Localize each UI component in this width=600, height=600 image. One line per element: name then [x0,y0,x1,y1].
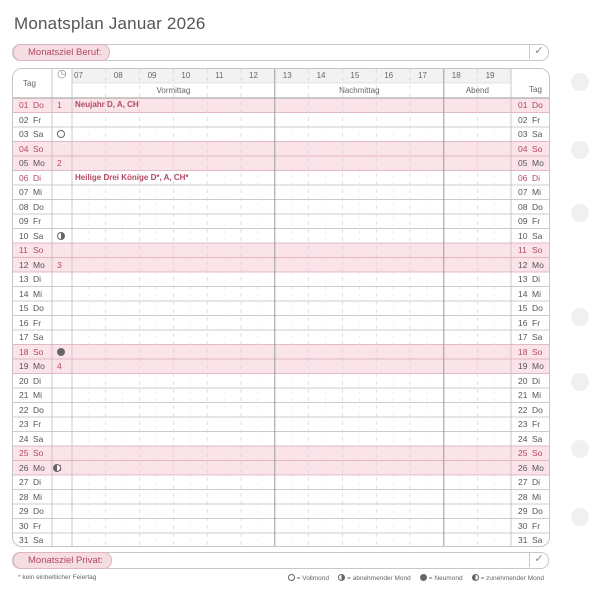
day-date-right: 18 [518,346,528,357]
day-weekday: So [33,143,44,154]
day-weekday-right: Mo [532,462,544,473]
day-date: 15 [19,303,29,313]
row-highlight [13,461,549,476]
day-date: 01 [19,100,29,110]
day-weekday-right: Fr [532,520,541,531]
row-highlight [13,243,549,258]
day-date-right: 16 [518,317,528,328]
day-date: 04 [19,143,29,154]
tag-label: Tag [23,79,36,88]
week-number: 4 [57,361,62,371]
day-weekday: Do [33,201,44,212]
hour-label: 19 [485,71,495,80]
day-weekday-right: Do [532,201,543,212]
day-weekday: So [33,245,44,255]
day-date: 05 [19,158,29,168]
day-date-right: 22 [518,404,528,415]
day-weekday: Sa [33,129,44,139]
day-date-right: 10 [518,230,528,241]
day-weekday: So [33,346,44,357]
day-weekday-right: Mi [532,491,541,502]
day-weekday: Fr [33,520,42,531]
goal-work-check-icon[interactable]: ✓ [529,44,548,59]
day-weekday-right: Fr [532,317,541,328]
day-date: 13 [19,274,29,284]
day-date: 20 [19,375,29,386]
binder-hole [571,508,589,526]
day-weekday-right: Do [532,404,543,415]
day-weekday: So [33,448,44,458]
day-date-right: 27 [518,477,528,487]
legend-label: = Neumond [428,575,463,582]
legend-item [420,575,463,582]
day-date: 31 [19,535,29,545]
day-weekday: Di [33,274,42,284]
new-moon-icon [57,348,65,356]
day-weekday-right: So [532,448,543,458]
day-weekday: Di [33,172,42,183]
day-weekday-right: Mo [532,361,544,371]
footnote: * kein einheitlicher Feiertag [18,574,97,581]
holiday-label: Heilige Drei Könige D*, A, CH* [75,172,189,182]
day-weekday-right: So [532,143,543,154]
day-date-right: 07 [518,187,528,197]
day-date: 11 [19,245,28,255]
day-date-right: 08 [518,201,528,212]
day-weekday-right: Sa [532,332,543,342]
hour-label: 10 [181,71,191,80]
calendar-grid [13,69,549,546]
day-date: 07 [19,187,29,197]
hour-label: 16 [384,71,394,80]
day-weekday-right: Fr [532,419,541,429]
day-weekday-right: Mi [532,187,541,197]
day-date: 28 [19,491,29,502]
binder-hole [571,373,589,391]
day-weekday: Mo [33,361,45,371]
row-highlight [13,156,549,171]
hour-label: 15 [350,71,360,80]
day-weekday-right: Di [532,375,541,386]
day-date-right: 11 [518,245,527,255]
binder-hole [571,308,589,326]
day-weekday: Fr [33,419,42,429]
hour-label: 07 [74,71,83,80]
day-weekday: Di [33,375,42,386]
day-weekday-right: Do [532,100,543,110]
day-date: 14 [19,288,29,299]
day-date-right: 17 [518,332,528,342]
day-weekday-right: Sa [532,129,543,139]
day-weekday-right: Sa [532,433,543,444]
binder-hole [571,204,589,222]
binder-hole [571,141,589,159]
row-highlight [13,446,549,461]
day-weekday-right: Sa [532,535,543,545]
day-date: 30 [19,520,29,531]
hour-label: 14 [316,71,326,80]
day-weekday-right: Mo [532,259,544,270]
section-label: Vormittag [156,86,191,95]
day-date: 21 [19,390,29,400]
day-date-right: 25 [518,448,528,458]
day-date-right: 20 [518,375,528,386]
day-weekday: Fr [33,317,42,328]
week-number: 2 [57,158,62,168]
day-weekday-right: Fr [532,216,541,226]
day-date: 25 [19,448,29,458]
day-date-right: 13 [518,274,528,284]
hour-label: 11 [215,71,224,80]
day-weekday-right: Di [532,274,541,284]
day-weekday-right: Mi [532,288,541,299]
day-date: 09 [19,216,29,226]
day-weekday-right: Fr [532,114,541,125]
binder-hole [571,73,589,91]
day-date: 27 [19,477,29,487]
day-weekday-right: Di [532,477,541,487]
day-weekday-right: Sa [532,230,543,241]
section-label: Nachmittag [339,86,380,95]
day-weekday: Sa [33,535,44,545]
day-date: 10 [19,230,29,241]
day-date: 22 [19,404,29,415]
day-weekday-right: So [532,346,543,357]
day-weekday-right: Di [532,172,541,183]
month-calendar [12,68,550,547]
hour-label: 08 [113,71,123,80]
week-number: 3 [57,259,62,270]
day-date-right: 19 [518,361,528,371]
day-weekday-right: Do [532,303,543,313]
day-date: 19 [19,361,29,371]
new-moon-icon [420,574,427,581]
week-number: 1 [57,100,62,110]
goal-private-field[interactable] [12,552,549,569]
waning-moon-icon [338,574,345,581]
goal-private-label: Monatsziel Privat: [13,552,112,569]
day-date-right: 30 [518,520,528,531]
goal-private-check-icon[interactable]: ✓ [529,552,548,567]
day-date: 03 [19,129,29,139]
day-date: 06 [19,172,29,183]
legend-label: = abnehmender Mond [347,575,411,582]
day-date-right: 12 [518,259,528,270]
binder-hole [571,440,589,458]
waxing-moon-icon [53,464,61,472]
holiday-label: Neujahr D, A, CH [75,100,139,109]
day-date-right: 28 [518,491,528,502]
hour-label: 09 [147,71,157,80]
day-weekday: Sa [33,433,44,444]
day-date-right: 21 [518,390,528,400]
waning-moon-icon [57,232,65,240]
day-date: 08 [19,201,29,212]
goal-work-label: Monatsziel Beruf: [13,44,110,61]
hour-label: 17 [418,71,427,80]
day-weekday-right: So [532,245,543,255]
row-highlight [13,345,549,360]
hour-label: 12 [249,71,258,80]
day-date-right: 23 [518,419,528,429]
day-weekday: Di [33,477,42,487]
day-weekday: Mo [33,462,45,473]
legend-label: = Vollmond [296,575,329,582]
day-date: 29 [19,506,29,516]
day-date-right: 03 [518,129,528,139]
day-weekday: Mo [33,158,45,168]
day-date-right: 26 [518,462,528,473]
day-date: 26 [19,462,29,473]
moon-legend [288,574,544,582]
full-moon-icon [57,130,65,138]
row-highlight [13,142,549,157]
legend-label: = zunehmender Mond [480,575,544,582]
day-weekday: Mi [33,390,42,400]
waxing-moon-icon [472,574,479,581]
day-weekday: Do [33,100,44,110]
day-date-right: 09 [518,216,528,226]
day-date-right: 01 [518,100,528,110]
day-weekday: Fr [33,216,42,226]
day-weekday: Sa [33,332,44,342]
day-date-right: 06 [518,172,528,183]
tag-label-right: Tag [529,85,542,94]
legend-item [288,575,329,582]
row-highlight [13,258,549,273]
clock-icon: ◷ [57,68,67,80]
section-label: Abend [465,86,489,95]
day-weekday: Mi [33,491,42,502]
day-weekday: Sa [33,230,44,241]
hour-label: 13 [282,71,292,80]
day-date: 02 [19,114,29,125]
row-highlight [13,359,549,374]
page-title: Monatsplan Januar 2026 [14,14,206,33]
day-date-right: 04 [518,143,528,154]
day-weekday: Do [33,303,44,313]
day-date-right: 31 [518,535,528,545]
day-weekday: Fr [33,114,42,125]
day-weekday: Mo [33,259,45,270]
day-weekday: Do [33,404,44,415]
day-date-right: 02 [518,114,528,125]
day-date: 12 [19,259,29,270]
legend-item [338,575,411,582]
day-date-right: 15 [518,303,528,313]
day-date-right: 24 [518,433,528,444]
goal-work-field[interactable] [12,44,549,61]
legend-item [472,575,544,582]
day-date-right: 14 [518,288,528,299]
day-date: 23 [19,419,29,429]
day-weekday-right: Mi [532,390,541,400]
day-date: 24 [19,433,29,444]
hour-label: 18 [451,71,461,80]
day-weekday: Mi [33,187,42,197]
day-date: 17 [19,332,29,342]
day-date-right: 05 [518,158,528,168]
day-weekday: Mi [33,288,42,299]
day-date: 16 [19,317,29,328]
full-moon-icon [288,574,295,581]
day-date-right: 29 [518,506,528,516]
day-weekday-right: Do [532,506,543,516]
day-weekday-right: Mo [532,158,544,168]
day-date: 18 [19,346,29,357]
day-weekday: Do [33,506,44,516]
